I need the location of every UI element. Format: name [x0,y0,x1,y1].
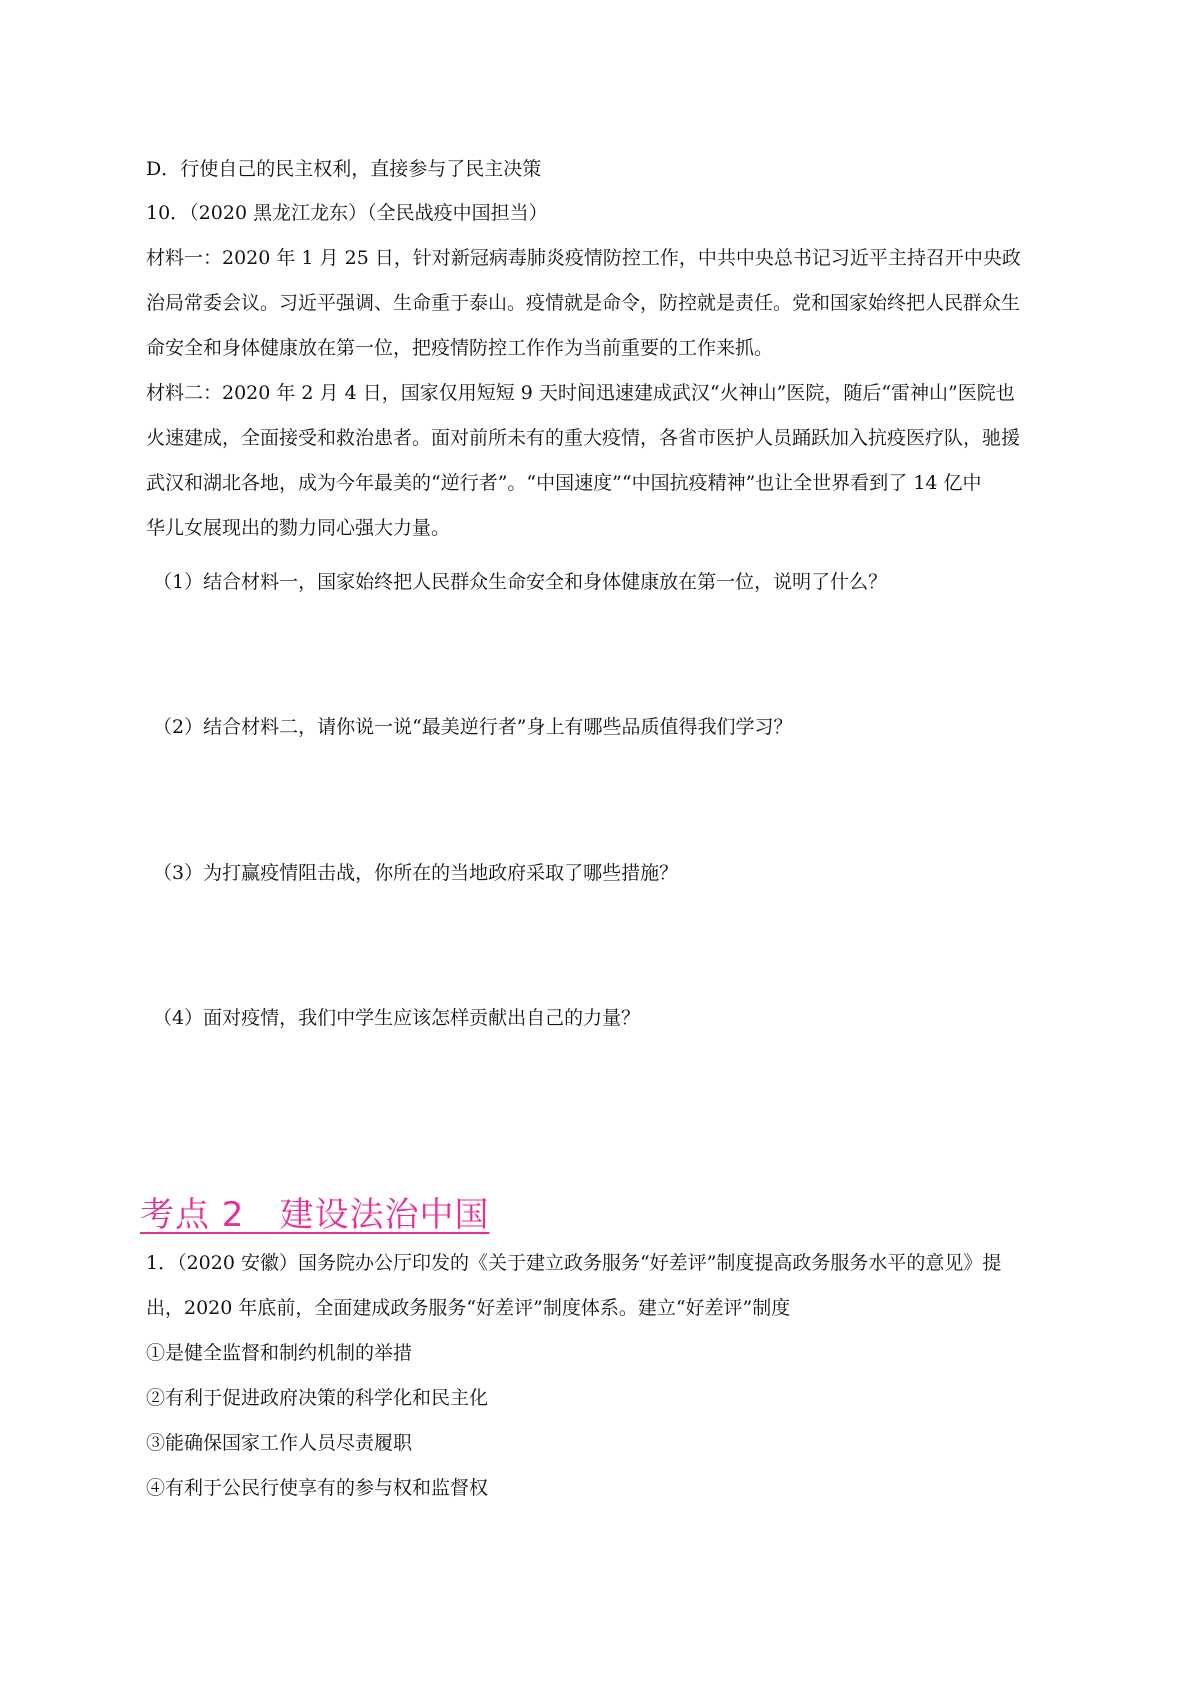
s2q1-line1: 1．（2020 安徽）国务院办公厅印发的《关于建立政务服务“好差评”制度提高政务服务水平的意见》提 [146,1252,1002,1274]
q10-sub-question-3: （3）为打赢疫情阻击战，你所在的当地政府采取了哪些措施？ [153,862,679,884]
q10-sub-question-4: （4）面对疫情，我们中学生应该怎样贡献出自己的力量？ [153,1007,641,1029]
q10-sub-question-1: （1）结合材料一，国家始终把人民群众生命安全和身体健康放在第一位，说明了什么？ [153,571,888,593]
s2q1-option-2: ②有利于促进政府决策的科学化和民主化 [146,1387,489,1409]
q10-header: 10．（2020 黑龙江龙东）（全民战疫中国担当） [146,202,548,224]
q9-option-d: D．行使自己的民主权利，直接参与了民主决策 [146,158,542,180]
s2q1-line2: 出，2020 年底前，全面建成政务服务“好差评”制度体系。建立“好差评”制度 [146,1297,791,1319]
s2q1-option-1: ①是健全监督和制约机制的举措 [146,1342,413,1364]
s2q1-option-3: ③能确保国家工作人员尽责履职 [146,1432,413,1454]
section-title-kaodian-2: 考点 2 建设法治中国 [140,1195,490,1235]
q10-material1-line3: 命安全和身体健康放在第一位，把疫情防控工作作为当前重要的工作来抓。 [146,337,774,359]
q10-material2-line4: 华儿女展现出的勠力同心强大力量。 [146,517,451,539]
q10-material2-line2: 火速建成，全面接受和救治患者。面对前所未有的重大疫情，各省市医护人员踊跃加入抗疫医疗队，驰援 [146,427,1021,449]
q10-sub-question-2: （2）结合材料二，请你说一说“最美逆行者”身上有哪些品质值得我们学习？ [153,716,793,738]
q10-material2-line3: 武汉和湖北各地，成为今年最美的“逆行者”。“中国速度”“中国抗疫精神”也让全世界看到了 14 亿中 [146,472,982,494]
q10-material1-line1: 材料一：2020 年 1 月 25 日，针对新冠病毒肺炎疫情防控工作，中共中央总书记习近平主持召开中央政 [146,247,1021,269]
s2q1-option-4: ④有利于公民行使享有的参与权和监督权 [146,1477,489,1499]
q10-material1-line2: 治局常委会议。习近平强调、生命重于泰山。疫情就是命令，防控就是责任。党和国家始终把人民群众生 [146,292,1021,314]
q10-material2-line1: 材料二：2020 年 2 月 4 日，国家仅用短短 9 天时间迅速建成武汉“火神山”医院，随后“雷神山”医院也 [146,382,1015,404]
